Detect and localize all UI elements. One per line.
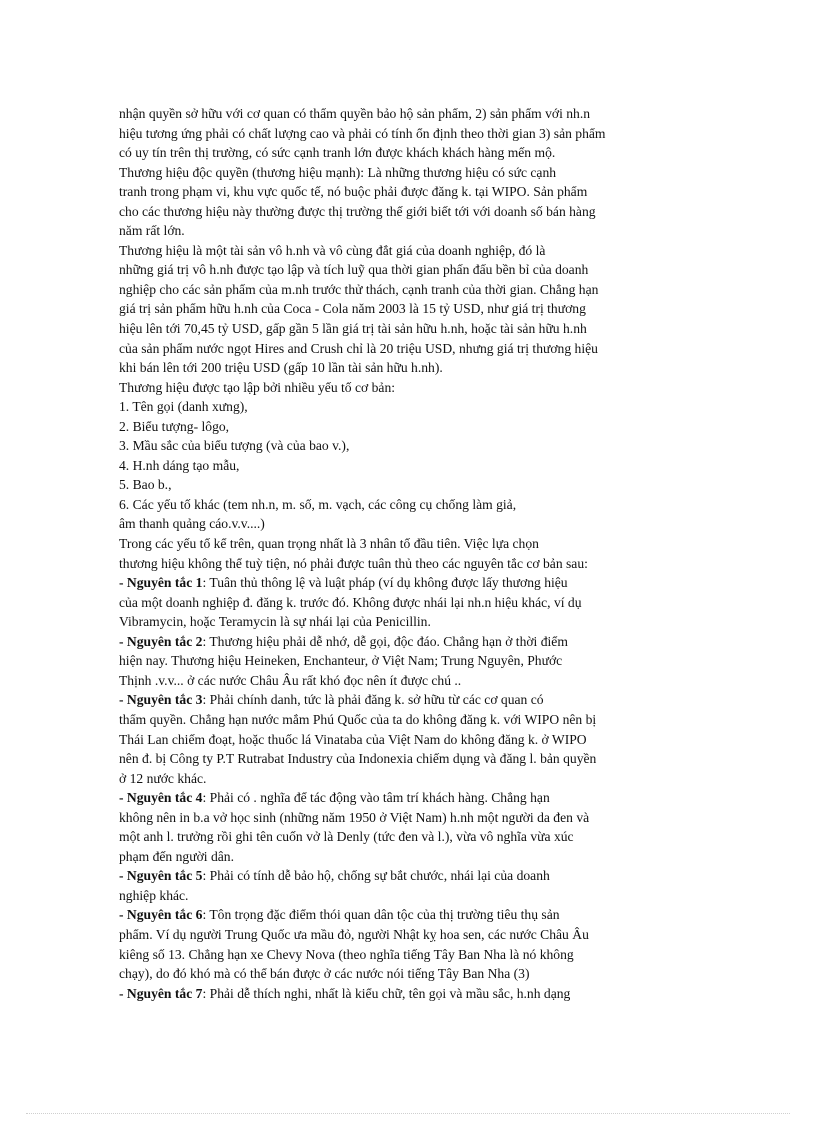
text-line bbox=[119, 925, 699, 945]
line-text: của sản phẩm nước ngọt Hires and Crush chỉ là 20 triệu USD, nhưng giá trị thương hiệu bbox=[119, 340, 598, 356]
line-text: thương hiệu không thể tuỳ tiện, nó phải được tuân thủ theo các nguyên tắc cơ bản sau: bbox=[119, 555, 588, 571]
line-text: : Thương hiệu phải dễ nhớ, dễ gọi, độc đáo. Chẳng hạn ở thời điểm bbox=[202, 633, 568, 649]
rule-heading: - Nguyên tắc 6 bbox=[119, 907, 203, 923]
text-line bbox=[119, 456, 699, 476]
text-line bbox=[119, 573, 699, 593]
line-text: 4. H.nh dáng tạo mẫu, bbox=[119, 457, 240, 473]
line-text: : Phải chính danh, tức là phải đăng k. sở hữu từ các cơ quan có bbox=[202, 692, 544, 708]
text-line bbox=[119, 690, 699, 710]
line-text: tranh trong phạm vi, khu vực quốc tế, nó buộc phải được đăng k. tại WIPO. Sản phẩm bbox=[119, 184, 588, 200]
text-line bbox=[119, 534, 699, 554]
line-text: hiện nay. Thương hiệu Heineken, Enchanteur, ở Việt Nam; Trung Nguyên, Phước bbox=[119, 653, 563, 669]
text-line bbox=[119, 475, 699, 495]
line-text: nhận quyền sở hữu với cơ quan có thẩm quyền bảo hộ sản phẩm, 2) sản phẩm với nh.n bbox=[119, 106, 591, 121]
text-line bbox=[119, 945, 699, 965]
line-text: khi bán lên tới 200 triệu USD (gấp 10 lần tài sản hữu h.nh). bbox=[119, 360, 443, 376]
text-line bbox=[119, 984, 699, 1004]
line-text: 1. Tên gọi (danh xưng), bbox=[119, 399, 248, 415]
line-text: âm thanh quảng cáo.v.v....) bbox=[119, 516, 265, 532]
line-text: một anh l. trưởng rồi ghi tên cuốn vở là Denly (tức đen và l.), vừa vô nghĩa vừa xúc bbox=[119, 829, 574, 845]
body-text bbox=[119, 104, 699, 1003]
line-text: : Phải dễ thích nghi, nhất là kiểu chữ, tên gọi và mầu sắc, h.nh dạng bbox=[202, 985, 571, 1001]
text-line bbox=[119, 143, 699, 163]
text-line bbox=[119, 124, 699, 144]
text-line bbox=[119, 827, 699, 847]
text-line bbox=[119, 182, 699, 202]
line-text: phạm đến người dân. bbox=[119, 848, 234, 864]
line-text: không nên in b.a vở học sinh (những năm 1950 ở Việt Nam) h.nh một người da đen và bbox=[119, 809, 590, 825]
text-line bbox=[119, 202, 699, 222]
line-text: nghiệp cho các sản phẩm của m.nh trước thử thách, cạnh tranh của thời gian. Chẳng hạn bbox=[119, 281, 599, 297]
text-line bbox=[119, 808, 699, 828]
rule-heading: - Nguyên tắc 4 bbox=[119, 790, 203, 806]
rule-heading: - Nguyên tắc 5 bbox=[119, 868, 203, 884]
line-text: giá trị sản phẩm hữu h.nh của Coca - Cola năm 2003 là 15 tỷ USD, như giá trị thương bbox=[119, 301, 586, 317]
line-text: Thịnh .v.v... ở các nước Châu Âu rất khó đọc nên ít được chú .. bbox=[119, 672, 462, 688]
line-text: kiêng số 13. Chẳng hạn xe Chevy Nova (theo nghĩa tiếng Tây Ban Nha là nó không bbox=[119, 946, 574, 962]
line-text: Thái Lan chiếm đoạt, hoặc thuốc lá Vinataba của Việt Nam do không đăng k. ở WIPO bbox=[119, 731, 587, 747]
text-line bbox=[119, 651, 699, 671]
line-text: 6. Các yếu tố khác (tem nh.n, m. số, m. vạch, các công cụ chống làm giả, bbox=[119, 496, 517, 512]
text-line bbox=[119, 397, 699, 417]
line-text: hiệu tương ứng phải có chất lượng cao và phải có tính ổn định theo thời gian 3) sản phẩm bbox=[119, 125, 606, 141]
line-text: phẩm. Ví dụ người Trung Quốc ưa mầu đỏ, người Nhật kỵ hoa sen, các nước Châu Âu bbox=[119, 926, 589, 942]
line-text: Vibramycin, hoặc Teramycin là sự nhái lại của Penicillin. bbox=[119, 614, 431, 630]
text-line bbox=[119, 886, 699, 906]
text-line bbox=[119, 163, 699, 183]
line-text: : Tôn trọng đặc điểm thói quan dân tộc của thị trường tiêu thụ sản bbox=[202, 907, 560, 923]
line-text: thẩm quyền. Chẳng hạn nước mắm Phú Quốc của ta do không đăng k. với WIPO nên bị bbox=[119, 711, 597, 727]
line-text: Trong các yếu tố kể trên, quan trọng nhất là 3 nhân tố đầu tiên. Việc lựa chọn bbox=[119, 536, 539, 552]
line-text: chạy), do đó khó mà có thể bán được ở các nước nói tiếng Tây Ban Nha (3) bbox=[119, 966, 530, 982]
text-line bbox=[119, 769, 699, 789]
line-text: ở 12 nước khác. bbox=[119, 770, 207, 786]
text-line bbox=[119, 339, 699, 359]
text-line bbox=[119, 299, 699, 319]
text-line bbox=[119, 358, 699, 378]
text-line bbox=[119, 788, 699, 808]
page-bottom-rule bbox=[26, 1113, 790, 1114]
line-text: năm rất lớn. bbox=[119, 223, 185, 239]
line-text: Thương hiệu được tạo lập bởi nhiều yếu tố cơ bản: bbox=[119, 379, 396, 395]
text-line bbox=[119, 280, 699, 300]
text-line bbox=[119, 671, 699, 691]
line-text: : Phải có . nghĩa để tác động vào tâm trí khách hàng. Chẳng hạn bbox=[202, 790, 550, 806]
text-line bbox=[119, 866, 699, 886]
text-line bbox=[119, 241, 699, 261]
line-text: cho các thương hiệu này thường được thị trường thế giới biết tới với doanh số bán hàng bbox=[119, 203, 596, 219]
line-text: Thương hiệu độc quyền (thương hiệu mạnh): Là những thương hiệu có sức cạnh bbox=[119, 164, 557, 180]
text-line bbox=[119, 612, 699, 632]
text-line bbox=[119, 221, 699, 241]
line-text: 3. Mầu sắc của biểu tượng (và của bao v.), bbox=[119, 438, 350, 454]
text-line bbox=[119, 730, 699, 750]
text-line bbox=[119, 436, 699, 456]
rule-heading: - Nguyên tắc 7 bbox=[119, 985, 203, 1001]
rule-heading: - Nguyên tắc 1 bbox=[119, 575, 203, 591]
line-text: của một doanh nghiệp đ. đăng k. trước đó. Không được nhái lại nh.n hiệu khác, ví dụ bbox=[119, 594, 582, 610]
rule-heading: - Nguyên tắc 2 bbox=[119, 633, 203, 649]
text-line bbox=[119, 319, 699, 339]
line-text: nên đ. bị Công ty P.T Rutrabat Industry của Indonexia chiếm dụng và đăng l. bản quyền bbox=[119, 751, 597, 767]
text-line bbox=[119, 593, 699, 613]
rule-heading: - Nguyên tắc 3 bbox=[119, 692, 203, 708]
text-line bbox=[119, 632, 699, 652]
text-line bbox=[119, 104, 699, 124]
text-line bbox=[119, 749, 699, 769]
line-text: 5. Bao b., bbox=[119, 477, 172, 493]
text-line bbox=[119, 378, 699, 398]
text-line bbox=[119, 260, 699, 280]
text-line bbox=[119, 905, 699, 925]
line-text: có uy tín trên thị trường, có sức cạnh tranh lớn được khách khách hàng mến mộ. bbox=[119, 145, 556, 161]
text-line bbox=[119, 710, 699, 730]
text-line bbox=[119, 417, 699, 437]
text-line bbox=[119, 554, 699, 574]
line-text: : Phải có tính dễ bảo hộ, chống sự bắt chước, nhái lại của doanh bbox=[202, 868, 550, 884]
text-line bbox=[119, 964, 699, 984]
line-text: những giá trị vô h.nh được tạo lập và tích luỹ qua thời gian phấn đấu bền bỉ của doanh bbox=[119, 262, 589, 278]
text-line bbox=[119, 847, 699, 867]
text-line bbox=[119, 514, 699, 534]
line-text: hiệu lên tới 70,45 tỷ USD, gấp gần 5 lần giá trị tài sản hữu h.nh, hoặc tài sản hữu h.nh bbox=[119, 321, 587, 337]
line-text: nghiệp khác. bbox=[119, 887, 189, 903]
line-text: Thương hiệu là một tài sản vô h.nh và vô cùng đắt giá của doanh nghiệp, đó là bbox=[119, 242, 546, 258]
line-text: : Tuân thủ thông lệ và luật pháp (ví dụ không được lấy thương hiệu bbox=[202, 575, 568, 591]
line-text: 2. Biểu tượng- lôgo, bbox=[119, 418, 230, 434]
text-line bbox=[119, 495, 699, 515]
